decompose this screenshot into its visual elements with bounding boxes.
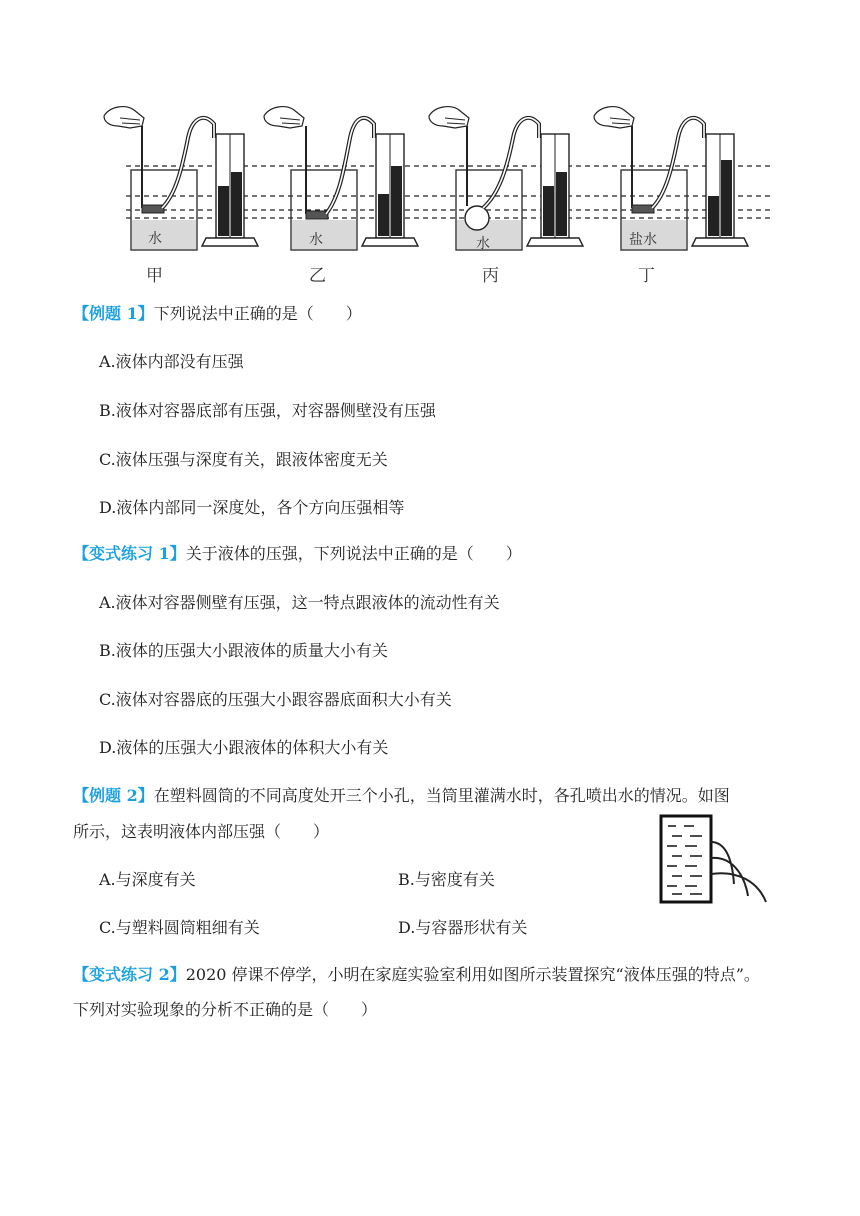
cylinder-jets-drawing (658, 812, 778, 907)
question-1-heading: 【例题 1】 (73, 304, 154, 323)
question-1-option-a: A.液体内部没有压强 (99, 352, 244, 371)
variant-2-line-1 (73, 965, 760, 985)
variant-1-line (73, 544, 522, 564)
setup-label-bing: 丙 (482, 266, 499, 286)
question-1-line (73, 304, 362, 324)
setup-ding (594, 107, 748, 250)
setup-label-jia: 甲 (146, 266, 163, 286)
liquid-label-bing: 水 (476, 236, 490, 252)
variant-2-heading: 【变式练习 2】 (73, 965, 186, 984)
question-1-option-c: C.液体压强与深度有关，跟液体密度无关 (99, 450, 388, 469)
setup-label-yi: 乙 (309, 266, 326, 286)
question-1-option-d: D.液体内部同一深度处，各个方向压强相等 (99, 498, 405, 517)
question-2-line-1 (73, 786, 730, 806)
liquid-label-ding: 盐水 (629, 232, 657, 248)
setup-bing (429, 107, 583, 250)
variant-1-stem: 关于液体的压强，下列说法中正确的是（ ） (185, 544, 522, 563)
setup-yi (264, 107, 418, 250)
liquid-label-jia: 水 (148, 231, 162, 247)
experiment-figure (96, 98, 776, 288)
experiment-figure-drawing (96, 98, 776, 288)
variant-1-option-c: C.液体对容器底的压强大小跟容器底面积大小有关 (99, 690, 452, 709)
setup-jia (104, 107, 258, 250)
variant-2-stem-2: 下列对实验现象的分析不正确的是（ ） (73, 1000, 378, 1019)
variant-1-option-b: B.液体的压强大小跟液体的质量大小有关 (99, 641, 388, 660)
question-1-option-b: B.液体对容器底部有压强，对容器侧壁没有压强 (99, 401, 436, 420)
question-2-stem-2: 所示，这表明液体内部压强（ ） (73, 822, 330, 841)
question-2-stem-1: 在塑料圆筒的不同高度处开三个小孔，当筒里灌满水时，各孔喷出水的情况。如图 (153, 786, 730, 805)
variant-2-stem-1: 2020 停课不停学，小明在家庭实验室利用如图所示装置探究“液体压强的特点”。 (185, 965, 760, 984)
question-2-option-c: C.与塑料圆筒粗细有关 (99, 918, 260, 937)
variant-1-heading: 【变式练习 1】 (73, 544, 186, 563)
question-2-heading: 【例题 2】 (73, 786, 154, 805)
cylinder-jets-figure (658, 812, 778, 907)
question-1-stem: 下列说法中正确的是（ ） (153, 304, 362, 323)
liquid-label-yi: 水 (309, 232, 323, 248)
question-2-option-a: A.与深度有关 (99, 870, 196, 889)
variant-1-option-a: A.液体对容器侧壁有压强，这一特点跟液体的流动性有关 (99, 593, 500, 612)
setup-label-ding: 丁 (638, 266, 655, 286)
question-2-option-d: D.与容器形状有关 (398, 918, 528, 937)
question-2-option-b: B.与密度有关 (398, 870, 495, 889)
variant-1-option-d: D.液体的压强大小跟液体的体积大小有关 (99, 738, 389, 757)
